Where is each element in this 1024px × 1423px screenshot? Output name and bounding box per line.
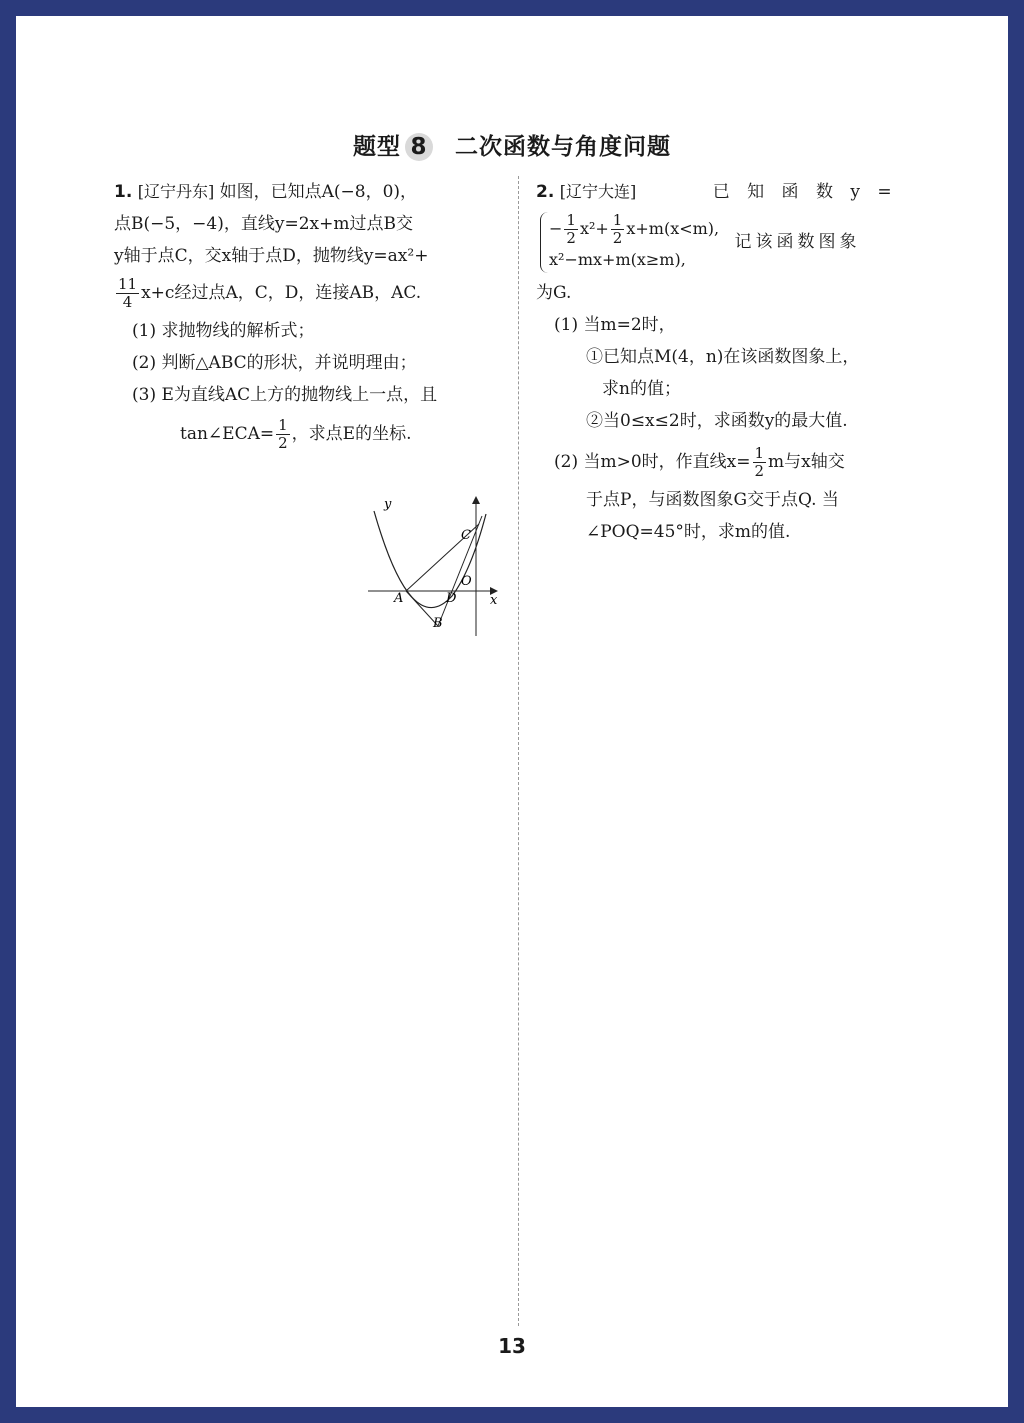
label-c: C xyxy=(461,528,471,543)
title-prefix: 题型 xyxy=(353,134,401,160)
question-1-number: 1. xyxy=(114,182,133,202)
title-number-badge: 8 xyxy=(405,133,433,161)
worksheet-page xyxy=(16,16,1008,1407)
piecewise-row-2: x²−mx+m(x≥m), xyxy=(549,250,686,269)
page-title xyxy=(16,128,1008,161)
parabola-curve xyxy=(374,511,486,608)
question-2-number: 2. xyxy=(536,182,555,202)
question-1-line-1: 如图，已知点A(−8，0)， xyxy=(219,182,418,202)
question-1-part-3: (3) E为直线AC上方的抛物线上一点，且 xyxy=(132,385,438,405)
question-1-line-3: y轴于点C，交x轴于点D，抛物线y=ax²+ xyxy=(114,246,429,266)
label-a: A xyxy=(394,591,404,606)
question-1 xyxy=(114,176,509,452)
fraction-1-2-m: $\frac{1}{2}$ xyxy=(754,444,765,480)
column-divider xyxy=(518,176,519,1326)
label-o: O xyxy=(461,574,472,589)
piecewise-function xyxy=(540,212,719,273)
question-2-line-1: 已 知 函 数 y = xyxy=(712,182,892,202)
label-d: D xyxy=(446,591,457,606)
question-2-part-1a: ①已知点M(4，n)在该函数图象上， xyxy=(586,347,860,367)
label-y: y xyxy=(384,497,392,512)
title-text: 二次函数与角度问题 xyxy=(455,134,671,160)
question-1-part-2: (2) 判断△ABC的形状，并说明理由； xyxy=(132,353,417,373)
label-b: B xyxy=(433,616,443,631)
y-axis-arrow xyxy=(472,496,480,504)
fraction-11-4: $\frac{11}{4}$ xyxy=(118,275,138,311)
question-1-line-4: x+c经过点A，C，D，连接AB，AC. xyxy=(141,283,422,303)
question-2-part-2-line-3: ∠POQ=45°时，求m的值. xyxy=(586,522,791,542)
question-2-part-2-line-2: 于点P，与函数图象G交于点Q. 当 xyxy=(586,490,839,510)
question-1-line-2: 点B(−5，−4)，直线y=2x+m过点B交 xyxy=(114,214,413,234)
question-2-part-2-tail: m与x轴交 xyxy=(768,452,845,472)
piecewise-row-1: − $\frac{1}{2}$ x²+ $\frac{1}{2}$ x+m(x<m), xyxy=(549,211,720,247)
label-x: x xyxy=(490,593,498,608)
question-2-line-2-tail: 记该函数图象 xyxy=(734,232,861,252)
question-1-part-3-tail: ，求点E的坐标. xyxy=(291,424,412,444)
tan-condition: tan∠ECA= xyxy=(180,424,275,444)
question-2 xyxy=(536,176,931,548)
question-1-source: [辽宁丹东] xyxy=(137,182,215,201)
question-1-part-1: (1) 求抛物线的解析式； xyxy=(132,321,315,341)
question-2-part-2: (2) 当m>0时，作直线x= xyxy=(554,452,751,472)
page-number: 13 xyxy=(498,1334,526,1358)
question-2-part-1b: ②当0≤x≤2时，求函数y的最大值. xyxy=(586,411,848,431)
fraction-1-2: $\frac{1}{2}$ xyxy=(278,416,288,452)
question-2-part-1a-cont: 求n的值； xyxy=(602,379,681,399)
question-2-source: [辽宁大连] xyxy=(559,182,637,201)
question-2-part-1: (1) 当m=2时， xyxy=(554,315,676,335)
question-2-line-3: 为G. xyxy=(536,283,572,303)
parabola-figure xyxy=(366,486,516,646)
line-bc xyxy=(438,516,482,626)
